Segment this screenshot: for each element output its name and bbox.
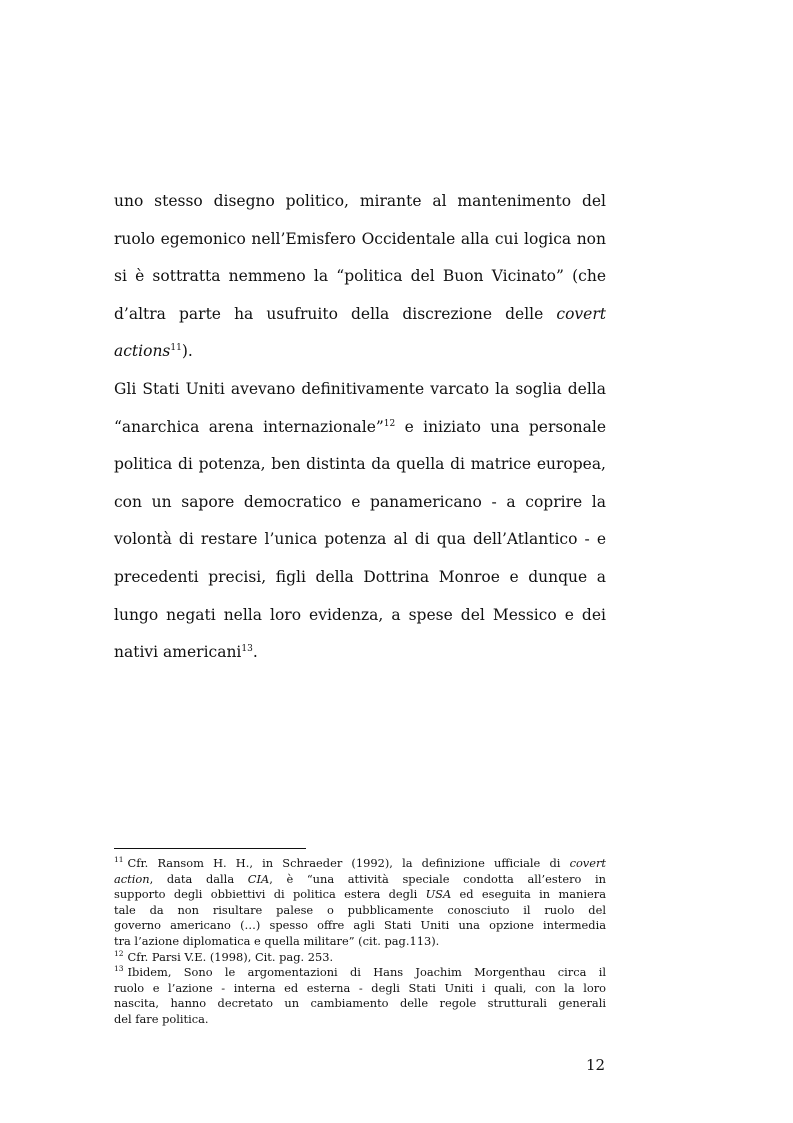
footnote-text-fragment: supporto degli obbiettivi di politica estera degli <box>114 887 426 902</box>
footnote-text-fragment: Cfr. Ransom H. H., in Schraeder (1992), la definizione ufficiale di <box>127 856 570 870</box>
footnote-11-line <box>114 856 606 872</box>
emphasis: USA <box>425 887 452 902</box>
emphasis: covert <box>569 856 606 870</box>
body-line: Gli Stati Uniti avevano definitivamente varcato la soglia della <box>114 379 606 398</box>
footnote-11-line: tra l’azione diplomatica e quella militare” (cit. pag.113). <box>114 933 440 948</box>
body-text <box>114 183 606 672</box>
footnote-11-line: governo americano (…) spesso offre agli Stati Uniti una opzione intermedia <box>114 918 606 933</box>
body-line <box>114 409 606 447</box>
footnote-text-fragment: Cfr. Parsi V.E. (1998), Cit. pag. 253. <box>127 949 334 964</box>
footnote-marker: 13 <box>114 964 124 974</box>
footnote-11-line <box>114 887 606 903</box>
body-text-fragment: “anarchica arena internazionale” <box>114 417 384 436</box>
footnote-13-line <box>114 965 606 981</box>
body-line: volontà di restare l’unica potenza al di qua dell’Atlantico - e <box>114 530 606 549</box>
body-line <box>114 333 606 371</box>
footnote-ref-13: 13 <box>241 643 253 654</box>
body-text-fragment: d’altra parte ha usufruito della discrezione delle <box>114 304 557 323</box>
footnote-separator <box>114 848 306 849</box>
footnote-13-line: nascita, hanno decretato un cambiamento delle regole strutturali generali <box>114 996 606 1011</box>
body-text-fragment: nativi americani <box>114 643 242 662</box>
footnote-12-line <box>114 950 606 966</box>
footnote-13-line: del fare politica. <box>114 1011 209 1026</box>
body-text-fragment: . <box>252 643 258 662</box>
emphasis: action <box>114 871 150 886</box>
footnote-13-line: ruolo e l’azione - interna ed esterna - degli Stati Uniti i quali, con la loro <box>114 980 606 995</box>
footnote-11-line: tale da non risultare palese o pubblicamente conosciuto il ruolo del <box>114 902 606 917</box>
emphasis: CIA <box>247 871 270 886</box>
body-line: ruolo egemonico nell’Emisfero Occidentale alla cui logica non <box>114 229 606 248</box>
emphasis: actions <box>114 342 171 361</box>
body-line: lungo negati nella loro evidenza, a spese del Messico e dei <box>114 605 606 624</box>
footnote-11-line <box>114 872 606 888</box>
footnote-ref-12: 12 <box>383 418 396 429</box>
body-line: precedenti precisi, figli della Dottrina Monroe e dunque a <box>114 567 606 586</box>
body-text-fragment: e iniziato una personale <box>395 417 606 436</box>
page-number: 12 <box>586 1056 606 1074</box>
emphasis: covert <box>556 304 606 323</box>
footnotes <box>114 856 606 1028</box>
body-line: uno stesso disegno politico, mirante al mantenimento del <box>114 192 606 210</box>
footnote-text-fragment: , è “una attività speciale condotta all’estero in <box>269 871 606 886</box>
footnote-marker: 12 <box>114 948 124 958</box>
body-line: politica di potenza, ben distinta da quella di matrice europea, <box>114 455 606 474</box>
footnote-ref-11: 11 <box>170 343 182 354</box>
footnote-text-fragment: ed eseguita in maniera <box>451 887 607 902</box>
body-line <box>114 296 606 334</box>
body-line: si è sottratta nemmeno la “politica del Buon Vicinato” (che <box>114 267 606 286</box>
body-text-fragment: ). <box>181 342 193 361</box>
body-line: con un sapore democratico e panamericano - a coprire la <box>114 492 606 511</box>
footnote-text-fragment: , data dalla <box>149 871 248 886</box>
body-line <box>114 634 606 672</box>
footnote-marker: 11 <box>114 855 124 865</box>
footnote-text-fragment: Ibidem, Sono le argomentazioni di Hans Joachim Morgenthau circa il <box>127 965 606 980</box>
